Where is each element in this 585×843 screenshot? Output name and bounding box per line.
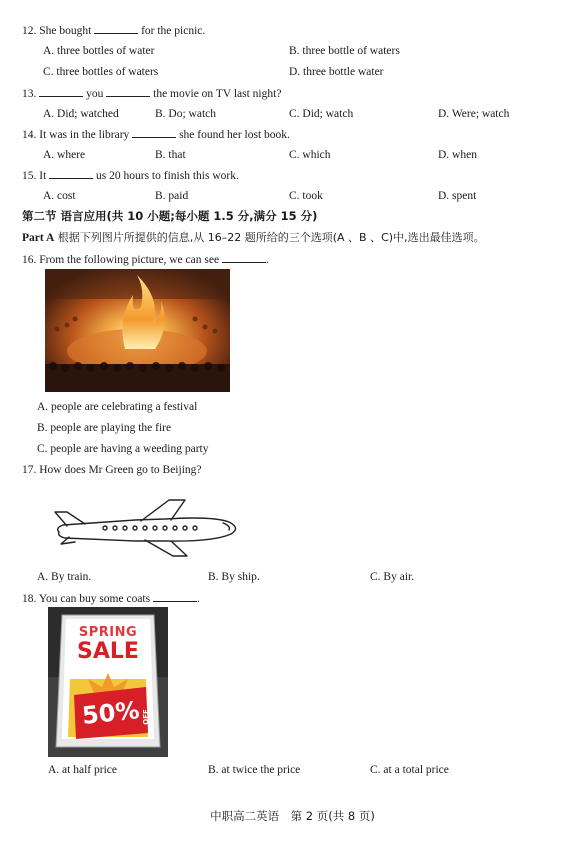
- option-c[interactable]: C. which: [289, 149, 331, 161]
- option-c[interactable]: C. Did; watch: [289, 108, 354, 120]
- bonfire-illustration: [45, 269, 230, 392]
- page-footer: 中职高二英语 第 2 页(共 8 页): [210, 809, 375, 823]
- question-12-stem: [22, 23, 205, 38]
- question-text: for the picnic.: [141, 25, 206, 37]
- option-c[interactable]: C. three bottles of waters: [43, 66, 159, 78]
- question-16-stem: [22, 252, 269, 267]
- option-a[interactable]: A. By train.: [37, 571, 92, 583]
- airplane-icon: [45, 492, 245, 560]
- question-number: 16.: [22, 254, 37, 266]
- airplane-image: [45, 492, 245, 560]
- spring-sale-sign-image: [48, 607, 168, 757]
- answer-blank[interactable]: [39, 86, 83, 97]
- option-b[interactable]: B. Do; watch: [155, 108, 217, 120]
- question-text: the movie on TV last night?: [153, 88, 282, 100]
- bonfire-festival-image: [45, 269, 230, 392]
- question-number: 15.: [22, 170, 37, 182]
- answer-blank[interactable]: [94, 23, 138, 34]
- sign-sale-text: SALE: [77, 639, 139, 664]
- option-a[interactable]: A. people are celebrating a festival: [37, 401, 198, 413]
- option-b[interactable]: B. people are playing the fire: [37, 422, 172, 434]
- answer-blank[interactable]: [222, 252, 266, 263]
- section-heading: 第二节 语言应用(共 10 小题;每小题 1.5 分,满分 15 分): [22, 209, 318, 223]
- question-text: She bought: [39, 25, 92, 37]
- option-a[interactable]: A. where: [43, 149, 86, 161]
- question-15-stem: [22, 168, 239, 183]
- question-text: she found her lost book.: [179, 129, 290, 141]
- question-14-stem: [22, 127, 290, 142]
- question-text: You can buy some coats: [38, 593, 151, 605]
- answer-blank[interactable]: [106, 86, 150, 97]
- question-number: 17.: [22, 464, 37, 476]
- option-a[interactable]: A. Did; watched: [43, 108, 119, 120]
- option-b[interactable]: B. that: [155, 149, 186, 161]
- option-a[interactable]: A. at half price: [48, 764, 117, 776]
- question-text: From the following picture, we can see: [39, 254, 220, 266]
- question-text: you: [86, 88, 104, 100]
- sign-spring-text: SPRING: [78, 625, 138, 640]
- option-d[interactable]: D. spent: [438, 190, 477, 202]
- part-a-label: Part A: [22, 232, 55, 244]
- option-d[interactable]: D. Were; watch: [438, 108, 510, 120]
- part-a-text: 根据下列图片所提供的信息,从 16–22 题所给的三个选项(A 、B 、C)中,选出最佳选项。: [57, 231, 485, 244]
- question-17-stem: [22, 463, 202, 477]
- option-d[interactable]: D. when: [438, 149, 477, 161]
- part-a-instructions: [22, 231, 485, 245]
- punctuation: .: [265, 254, 269, 266]
- option-b[interactable]: B. paid: [155, 190, 189, 202]
- option-a[interactable]: A. cost: [43, 190, 76, 202]
- option-a[interactable]: A. three bottles of water: [43, 45, 155, 57]
- punctuation: .: [196, 593, 200, 605]
- question-text: It was in the library: [39, 129, 130, 141]
- option-c[interactable]: C. took: [289, 190, 323, 202]
- option-c[interactable]: C. people are having a weeding party: [37, 443, 209, 455]
- question-number: 18.: [22, 593, 37, 605]
- option-c[interactable]: C. By air.: [370, 571, 415, 583]
- question-text: It: [39, 170, 47, 182]
- option-b[interactable]: B. at twice the price: [208, 764, 301, 776]
- question-text: How does Mr Green go to Beijing?: [39, 464, 202, 476]
- option-b[interactable]: B. three bottle of waters: [289, 45, 400, 57]
- answer-blank[interactable]: [153, 591, 197, 602]
- question-13-stem: [22, 86, 281, 101]
- question-text: us 20 hours to finish this work.: [96, 170, 239, 182]
- sign-off-text: OFF: [141, 709, 150, 725]
- option-c[interactable]: C. at a total price: [370, 764, 449, 776]
- option-d[interactable]: D. three bottle water: [289, 66, 384, 78]
- question-number: 12.: [22, 25, 37, 37]
- question-number: 13.: [22, 88, 37, 100]
- option-b[interactable]: B. By ship.: [208, 571, 260, 583]
- sign-percent-text: 50%: [80, 696, 141, 730]
- question-number: 14.: [22, 129, 37, 141]
- answer-blank[interactable]: [49, 168, 93, 179]
- answer-blank[interactable]: [132, 127, 176, 138]
- question-18-stem: [22, 591, 200, 606]
